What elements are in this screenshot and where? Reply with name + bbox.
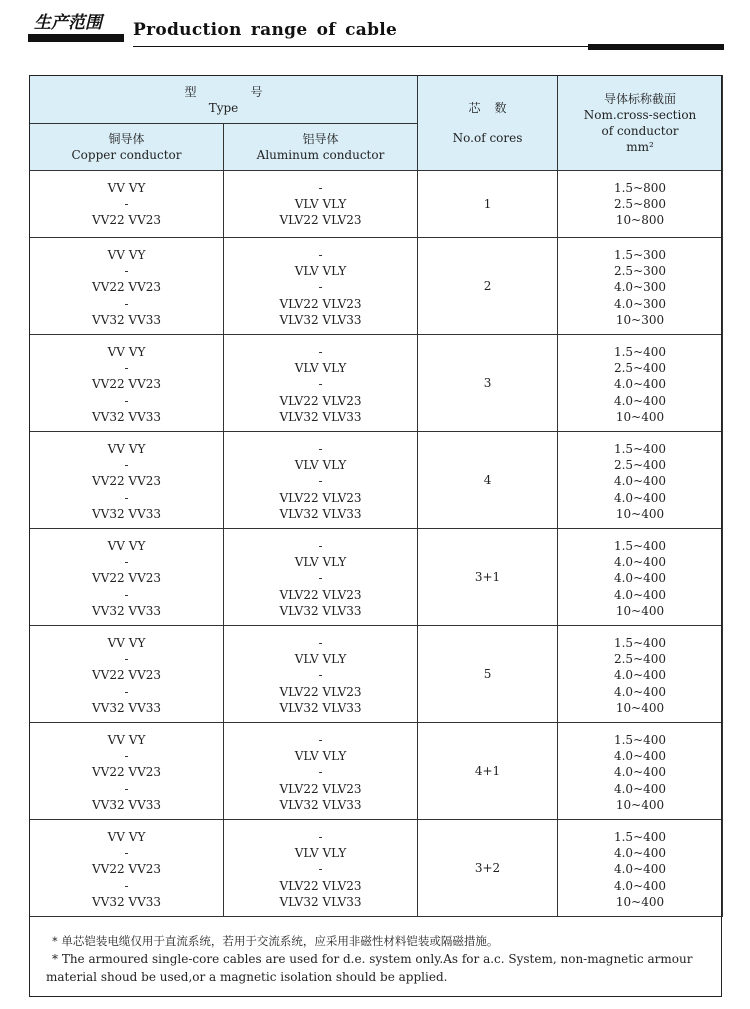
- aluminum-model-line: VLV32 VLV33: [279, 603, 362, 618]
- aluminum-model-line: VLV32 VLV33: [279, 700, 362, 715]
- section-range-line: 4.0~400: [613, 668, 667, 683]
- cores-header-cn: 芯数: [468, 101, 521, 115]
- section-range-line: 4.0~400: [613, 377, 667, 392]
- cores-cell: 3+2: [418, 820, 558, 917]
- section-range-line: 1.5~400: [613, 830, 667, 844]
- note-cn: * 单芯铠装电缆仅用于直流系统，若用于交流系统，应采用非磁性材料铠装或隔磁措施。: [52, 934, 499, 948]
- copper-model-line: VV32 VV33: [91, 894, 162, 909]
- copper-model-line: VV22 VV23: [91, 668, 162, 683]
- section-range-line: 4.0~300: [613, 280, 667, 295]
- aluminum-model-line: -: [318, 248, 323, 262]
- aluminum-model-line: VLV22 VLV23: [279, 781, 362, 796]
- copper-model-line: -: [124, 846, 129, 861]
- section-range-line: 10~400: [615, 603, 665, 618]
- aluminum-model-line: -: [318, 636, 323, 650]
- copper-model-line: VV22 VV23: [91, 280, 162, 295]
- title-bar-left: [28, 34, 124, 42]
- section-range-line: 1.5~300: [613, 248, 667, 262]
- copper-model-line: VV32 VV33: [91, 700, 162, 715]
- section-header-en-1: Nom.cross-section: [583, 108, 697, 122]
- copper-header-cn: 铜导体: [108, 132, 145, 146]
- copper-model-line: VV22 VV23: [91, 377, 162, 392]
- copper-model-line: VV22 VV23: [91, 474, 162, 489]
- section-range-line: 2.5~400: [613, 458, 667, 473]
- copper-model-line: VV32 VV33: [91, 603, 162, 618]
- aluminum-model-line: VLV VLY: [294, 555, 347, 570]
- type-header-cn: 型号: [184, 84, 317, 99]
- note-en-line-1: * The armoured single-core cables are used for d.e. system only.As for a.c. System, non-magnetic armour: [52, 952, 693, 966]
- section-range-line: 1.5~400: [613, 442, 667, 456]
- section-range-line: 4.0~400: [613, 474, 667, 489]
- copper-model-line: -: [124, 296, 129, 311]
- copper-model-line: -: [124, 652, 129, 667]
- section-title-en: Production range of cable: [133, 20, 398, 40]
- copper-model-line: VV VY: [107, 733, 146, 747]
- title-bar-right: [588, 44, 724, 50]
- cores-cell: 3: [418, 335, 558, 432]
- aluminum-model-line: -: [318, 862, 323, 877]
- section-range-line: 4.0~400: [613, 846, 667, 861]
- copper-model-line: VV32 VV33: [91, 409, 162, 424]
- aluminum-model-line: VLV VLY: [294, 749, 347, 764]
- aluminum-model-line: VLV22 VLV23: [279, 878, 362, 893]
- outer-frame: [29, 75, 722, 997]
- copper-model-line: VV32 VV33: [91, 797, 162, 812]
- copper-model-line: VV VY: [107, 636, 146, 650]
- aluminum-model-line: VLV VLY: [294, 458, 347, 473]
- section-range-line: 10~800: [615, 213, 665, 228]
- section-title-cn: 生产范围: [34, 13, 102, 33]
- copper-model-line: -: [124, 458, 129, 473]
- section-header-cn: 导体标称截面: [604, 92, 677, 106]
- aluminum-model-line: VLV VLY: [294, 264, 347, 279]
- aluminum-model-line: -: [318, 668, 323, 683]
- section-range-line: 4.0~400: [613, 862, 667, 877]
- copper-model-line: -: [124, 587, 129, 602]
- aluminum-model-line: VLV22 VLV23: [279, 393, 362, 408]
- aluminum-model-line: VLV32 VLV33: [279, 797, 362, 812]
- copper-model-line: -: [124, 490, 129, 505]
- aluminum-model-line: -: [318, 830, 323, 844]
- section-range-line: 4.0~400: [613, 555, 667, 570]
- aluminum-model-line: VLV VLY: [294, 197, 347, 212]
- copper-model-line: -: [124, 684, 129, 699]
- copper-model-line: VV VY: [107, 181, 146, 195]
- copper-model-line: VV22 VV23: [91, 862, 162, 877]
- section-range-line: 4.0~400: [613, 490, 667, 505]
- type-header-en: Type: [208, 100, 239, 115]
- copper-model-line: -: [124, 264, 129, 279]
- aluminum-model-line: -: [318, 442, 323, 456]
- copper-model-line: VV VY: [107, 248, 146, 262]
- aluminum-header-cn: 铝导体: [302, 132, 339, 146]
- aluminum-model-line: VLV32 VLV33: [279, 409, 362, 424]
- cores-cell: 1: [418, 171, 558, 238]
- aluminum-model-line: VLV32 VLV33: [279, 506, 362, 521]
- section-range-line: 2.5~400: [613, 361, 667, 376]
- copper-model-line: VV22 VV23: [91, 571, 162, 586]
- aluminum-model-line: VLV32 VLV33: [279, 894, 362, 909]
- aluminum-model-line: -: [318, 181, 323, 195]
- aluminum-model-line: -: [318, 539, 323, 553]
- copper-model-line: VV32 VV33: [91, 312, 162, 327]
- copper-model-line: VV VY: [107, 442, 146, 456]
- section-header-en-2: of conductor: [601, 124, 679, 138]
- note-en-line-2: material shoud be used,or a magnetic isolation should be applied.: [46, 970, 448, 984]
- section-range-line: 10~400: [615, 409, 665, 424]
- section-range-line: 2.5~800: [613, 197, 667, 212]
- section-range-line: 1.5~400: [613, 733, 667, 747]
- copper-model-line: VV32 VV33: [91, 506, 162, 521]
- aluminum-model-line: VLV22 VLV23: [279, 296, 362, 311]
- copper-model-line: -: [124, 361, 129, 376]
- cores-header-en: No.of cores: [452, 131, 523, 145]
- aluminum-model-line: -: [318, 571, 323, 586]
- aluminum-model-line: -: [318, 733, 323, 747]
- section-range-line: 4.0~400: [613, 765, 667, 780]
- copper-model-line: VV VY: [107, 830, 146, 844]
- copper-model-line: -: [124, 878, 129, 893]
- aluminum-model-line: -: [318, 345, 323, 359]
- copper-header-en: Copper conductor: [71, 148, 182, 162]
- aluminum-model-line: VLV VLY: [294, 361, 347, 376]
- section-range-line: 2.5~400: [613, 652, 667, 667]
- cores-cell: 4: [418, 432, 558, 529]
- section-range-line: 10~400: [615, 700, 665, 715]
- section-range-line: 10~400: [615, 894, 665, 909]
- section-range-line: 4.0~400: [613, 781, 667, 796]
- aluminum-header-en: Aluminum conductor: [256, 148, 385, 162]
- copper-model-line: VV22 VV23: [91, 213, 162, 228]
- copper-model-line: -: [124, 393, 129, 408]
- section-range-line: 4.0~300: [613, 296, 667, 311]
- section-header-unit: mm²: [626, 140, 654, 154]
- copper-model-line: -: [124, 197, 129, 212]
- section-range-line: 4.0~400: [613, 587, 667, 602]
- aluminum-model-line: -: [318, 765, 323, 780]
- section-range-line: 4.0~400: [613, 684, 667, 699]
- section-range-line: 1.5~800: [613, 181, 667, 195]
- section-range-line: 10~300: [615, 312, 665, 327]
- section-range-line: 1.5~400: [613, 345, 667, 359]
- aluminum-model-line: VLV22 VLV23: [279, 587, 362, 602]
- section-range-line: 10~400: [615, 506, 665, 521]
- copper-model-line: VV22 VV23: [91, 765, 162, 780]
- copper-model-line: VV VY: [107, 345, 146, 359]
- cores-cell: 3+1: [418, 529, 558, 626]
- copper-model-line: VV VY: [107, 539, 146, 553]
- section-range-line: 4.0~400: [613, 393, 667, 408]
- aluminum-model-line: -: [318, 377, 323, 392]
- aluminum-model-line: VLV32 VLV33: [279, 312, 362, 327]
- section-range-line: 4.0~400: [613, 571, 667, 586]
- copper-model-line: -: [124, 781, 129, 796]
- copper-model-line: -: [124, 555, 129, 570]
- section-range-line: 2.5~300: [613, 264, 667, 279]
- section-range-line: 4.0~400: [613, 878, 667, 893]
- cores-cell: 5: [418, 626, 558, 723]
- aluminum-model-line: -: [318, 474, 323, 489]
- aluminum-model-line: VLV22 VLV23: [279, 684, 362, 699]
- aluminum-model-line: VLV22 VLV23: [279, 490, 362, 505]
- copper-model-line: -: [124, 749, 129, 764]
- cores-cell: 4+1: [418, 723, 558, 820]
- aluminum-model-line: -: [318, 280, 323, 295]
- aluminum-model-line: VLV VLY: [294, 846, 347, 861]
- section-range-line: 1.5~400: [613, 636, 667, 650]
- section-range-line: 1.5~400: [613, 539, 667, 553]
- cores-cell: 2: [418, 238, 558, 335]
- section-range-line: 10~400: [615, 797, 665, 812]
- section-range-line: 4.0~400: [613, 749, 667, 764]
- aluminum-model-line: VLV22 VLV23: [279, 213, 362, 228]
- aluminum-model-line: VLV VLY: [294, 652, 347, 667]
